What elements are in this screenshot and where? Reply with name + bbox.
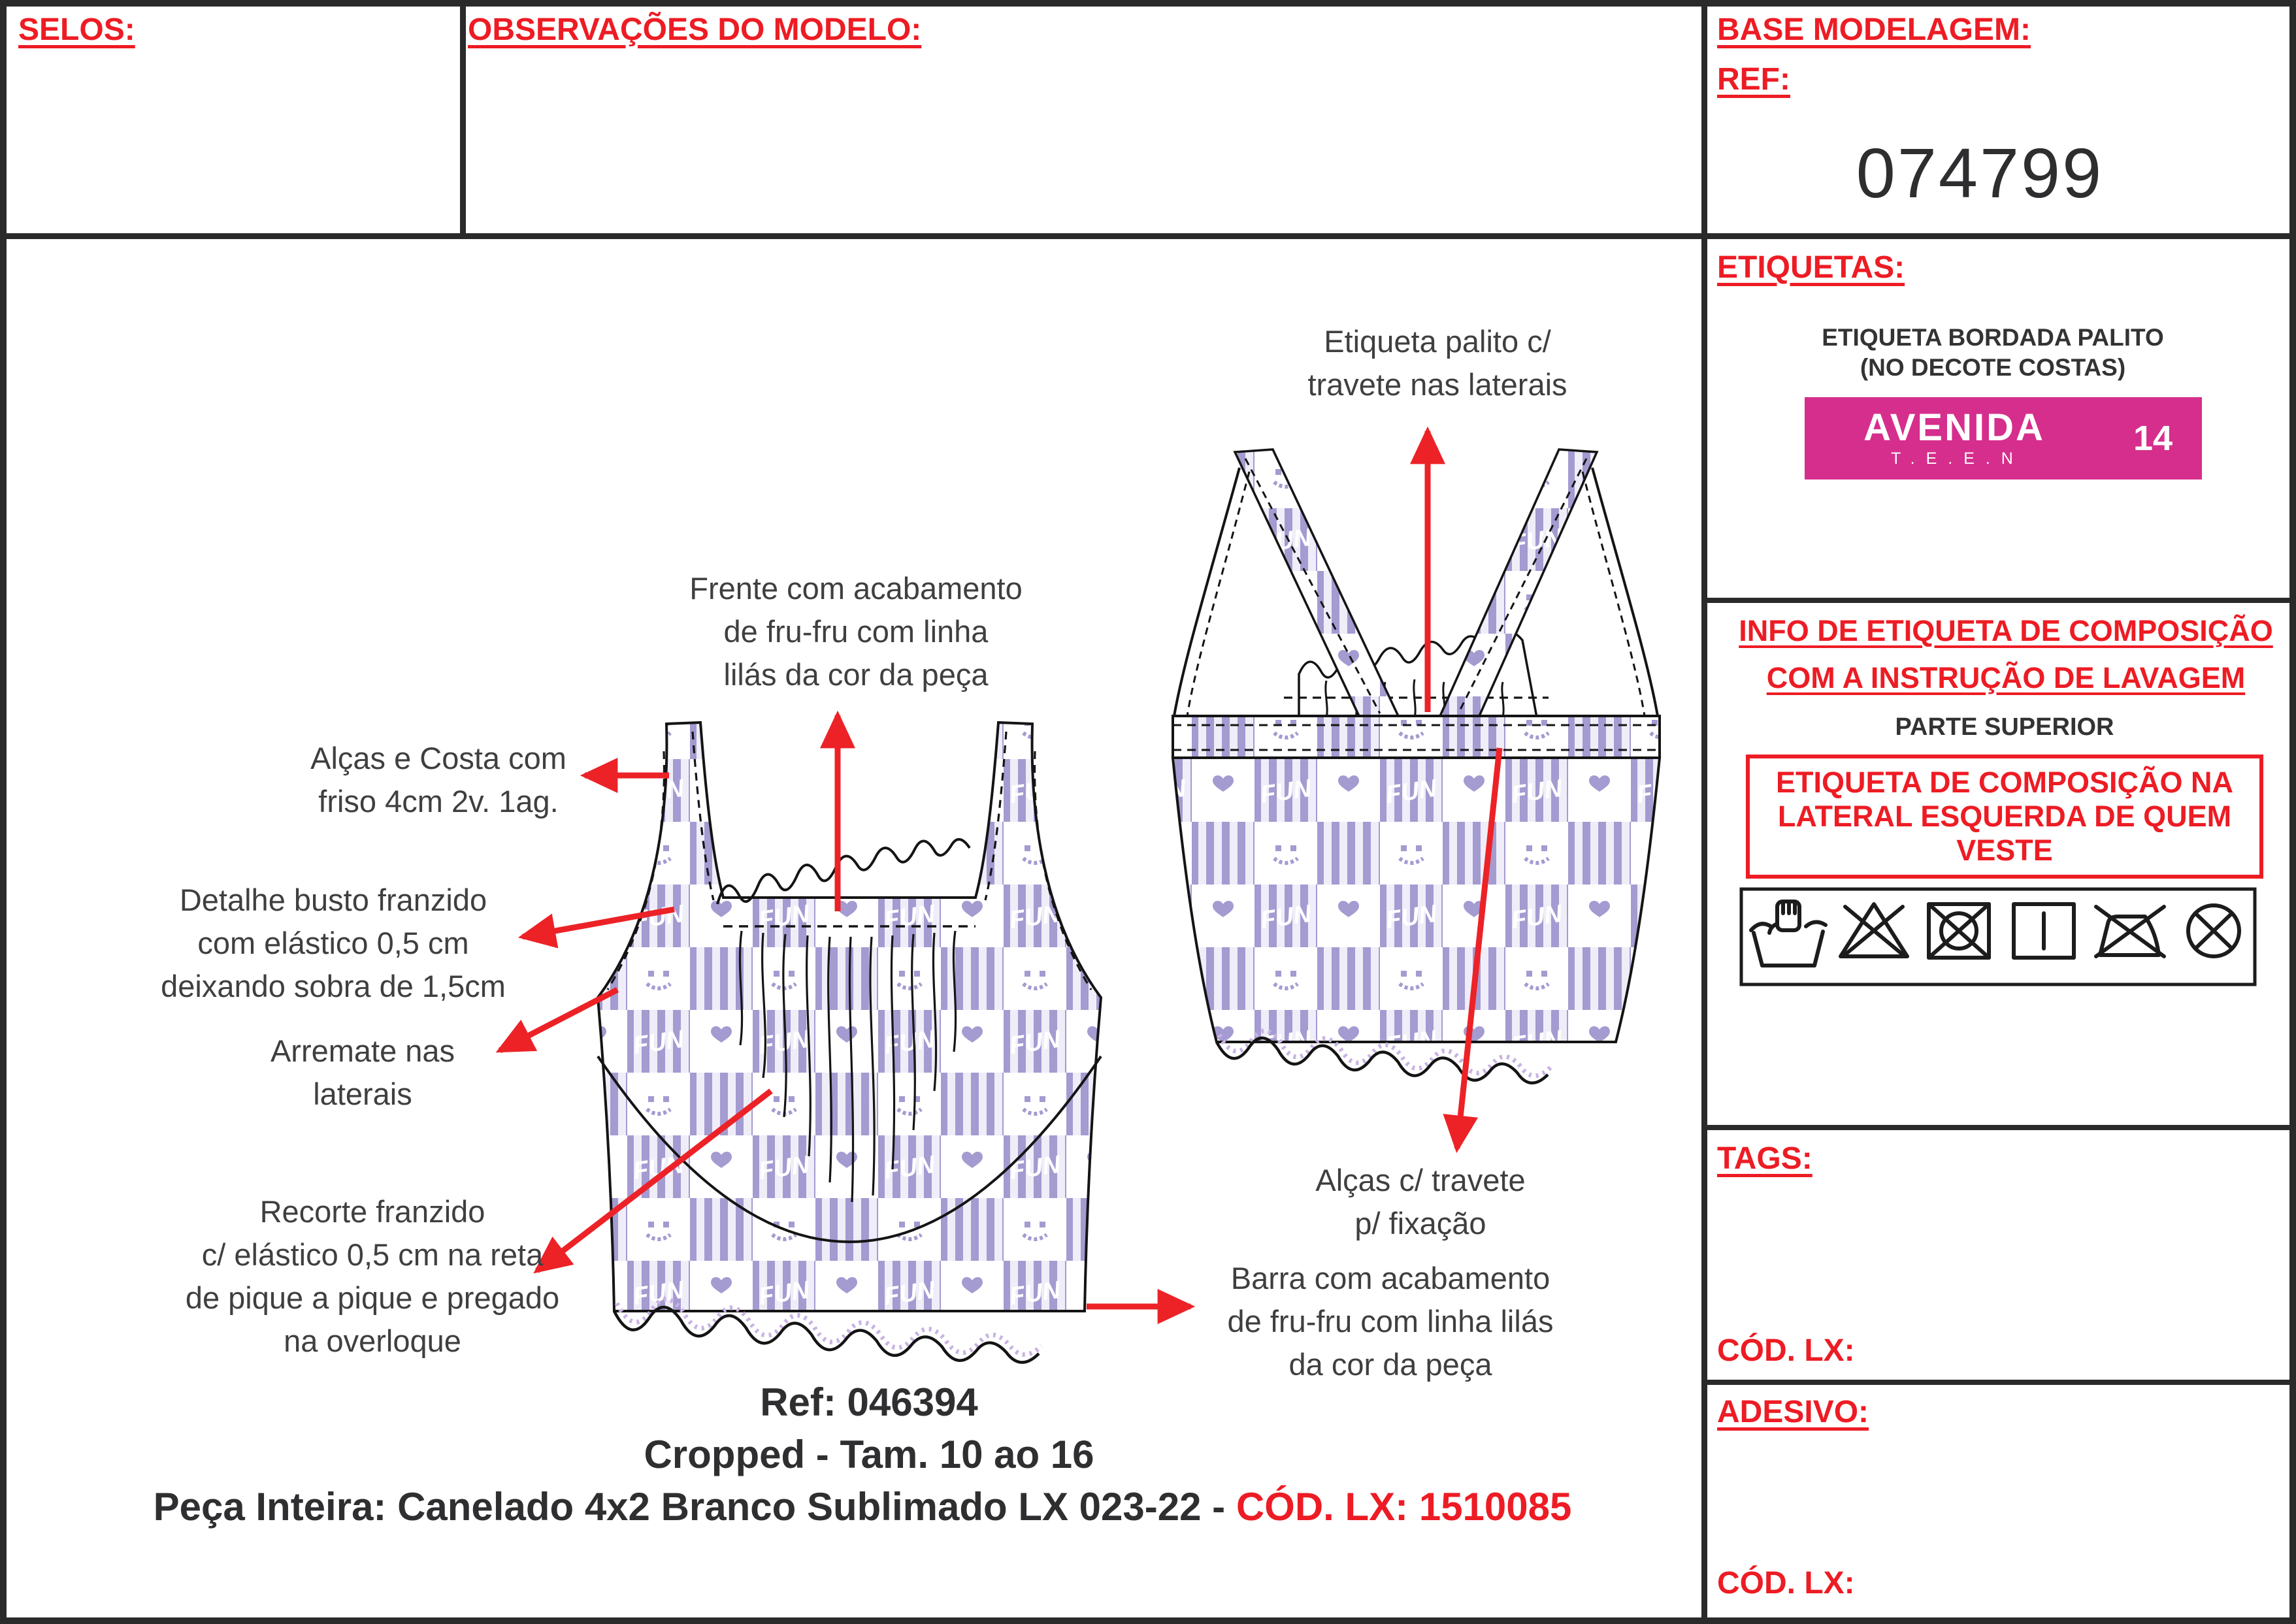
- observacoes-label: OBSERVAÇÕES DO MODELO:: [468, 12, 922, 47]
- composicao-line3: VESTE: [1956, 834, 2053, 867]
- line-dry-icon: [2014, 904, 2074, 958]
- cod-lx-adesivo-label: CÓD. LX:: [1717, 1566, 1855, 1600]
- brand-left: [1805, 406, 2104, 468]
- divider-right-column: [1701, 7, 1707, 1617]
- brand-label: [1805, 397, 2202, 479]
- brand-size: 14: [2133, 419, 2173, 458]
- care-box-border: [1741, 889, 2255, 984]
- annotation-detalhe-busto: Detalhe busto franzido com elástico 0,5 cm deixando sobra de 1,5cm: [161, 883, 506, 1003]
- do-not-dry-clean-icon: [2188, 905, 2239, 956]
- do-not-bleach-icon: [1841, 904, 1907, 956]
- ref-label: REF:: [1717, 62, 1790, 97]
- divider-info-tags: [1701, 1125, 2289, 1130]
- info-header-line1: INFO DE ETIQUETA DE COMPOSIÇÃO: [1739, 614, 2273, 647]
- footer-fabric-desc: Peça Inteira: Canelado 4x2 Branco Sublimado LX 023-22 -: [153, 1485, 1236, 1529]
- front-view: [598, 723, 1101, 1363]
- base-modelagem-label: BASE MODELAGEM:: [1717, 12, 2031, 47]
- adesivo-label: ADESIVO:: [1717, 1395, 1869, 1429]
- brand-subname: T.E.E.N: [1891, 449, 2024, 468]
- brand-name: AVENIDA: [1863, 406, 2045, 449]
- do-not-iron-icon: [2096, 907, 2164, 956]
- footer-ref: Ref: 046394: [760, 1380, 978, 1424]
- etiqueta-desc-line2: (NO DECOTE COSTAS): [1860, 354, 2126, 381]
- parte-superior-label: PARTE SUPERIOR: [1895, 713, 2114, 741]
- back-lettuce-hem: [1217, 1038, 1548, 1083]
- divider-selos-observacoes: [460, 7, 466, 233]
- composicao-line1: ETIQUETA DE COMPOSIÇÃO NA: [1775, 766, 2234, 799]
- front-neck-ruffle: [717, 839, 970, 904]
- footer-fabric: [20, 1484, 1705, 1529]
- tags-label: TAGS:: [1717, 1141, 1812, 1176]
- composicao-note-box: [1746, 755, 2263, 879]
- care-symbols-box: [1739, 887, 2257, 986]
- annotation-alcas-travete: Alças c/ travete p/ fixação: [1315, 1163, 1526, 1241]
- annotation-arremate: Arremate nas laterais: [270, 1033, 455, 1111]
- annotation-recorte: Recorte franzido c/ elástico 0,5 cm na reta de pique a pique e pregado na overloque: [185, 1194, 560, 1358]
- etiquetas-label: ETIQUETAS:: [1717, 250, 1905, 285]
- annotation-etiqueta-palito: Etiqueta palito c/ travete nas laterais: [1307, 324, 1567, 402]
- ref-value: 074799: [1856, 133, 2104, 212]
- annotation-frente: Frente com acabamento de fru-fru com linha lilás da cor da peça: [689, 571, 1023, 692]
- selos-label: SELOS:: [18, 12, 135, 47]
- do-not-tumble-dry-icon: [1929, 904, 1989, 958]
- divider-etiquetas-info: [1701, 598, 2289, 603]
- back-view: [1173, 449, 1660, 1083]
- composicao-line2: LATERAL ESQUERDA DE QUEM: [1777, 800, 2232, 833]
- back-body: [1173, 758, 1660, 1042]
- info-header-line2: COM A INSTRUÇÃO DE LAVAGEM: [1766, 661, 2246, 694]
- cod-lx-tags-label: CÓD. LX:: [1717, 1333, 1855, 1368]
- footer-size-range: Cropped - Tam. 10 ao 16: [644, 1433, 1094, 1476]
- annotation-barra: Barra com acabamento de fru-fru com linha lilás da cor da peça: [1227, 1261, 1554, 1382]
- etiqueta-desc-line1: ETIQUETA BORDADA PALITO: [1822, 324, 2164, 351]
- front-lettuce-hem: [614, 1307, 1039, 1363]
- divider-tags-adesivo: [1701, 1380, 2289, 1385]
- hand-wash-icon: [1751, 901, 1826, 966]
- back-band: [1173, 716, 1660, 758]
- footer-fabric-cod-lx: CÓD. LX: 1510085: [1236, 1485, 1572, 1529]
- annotation-alcas-costa: Alças e Costa com friso 4cm 2v. 1ag.: [310, 741, 566, 819]
